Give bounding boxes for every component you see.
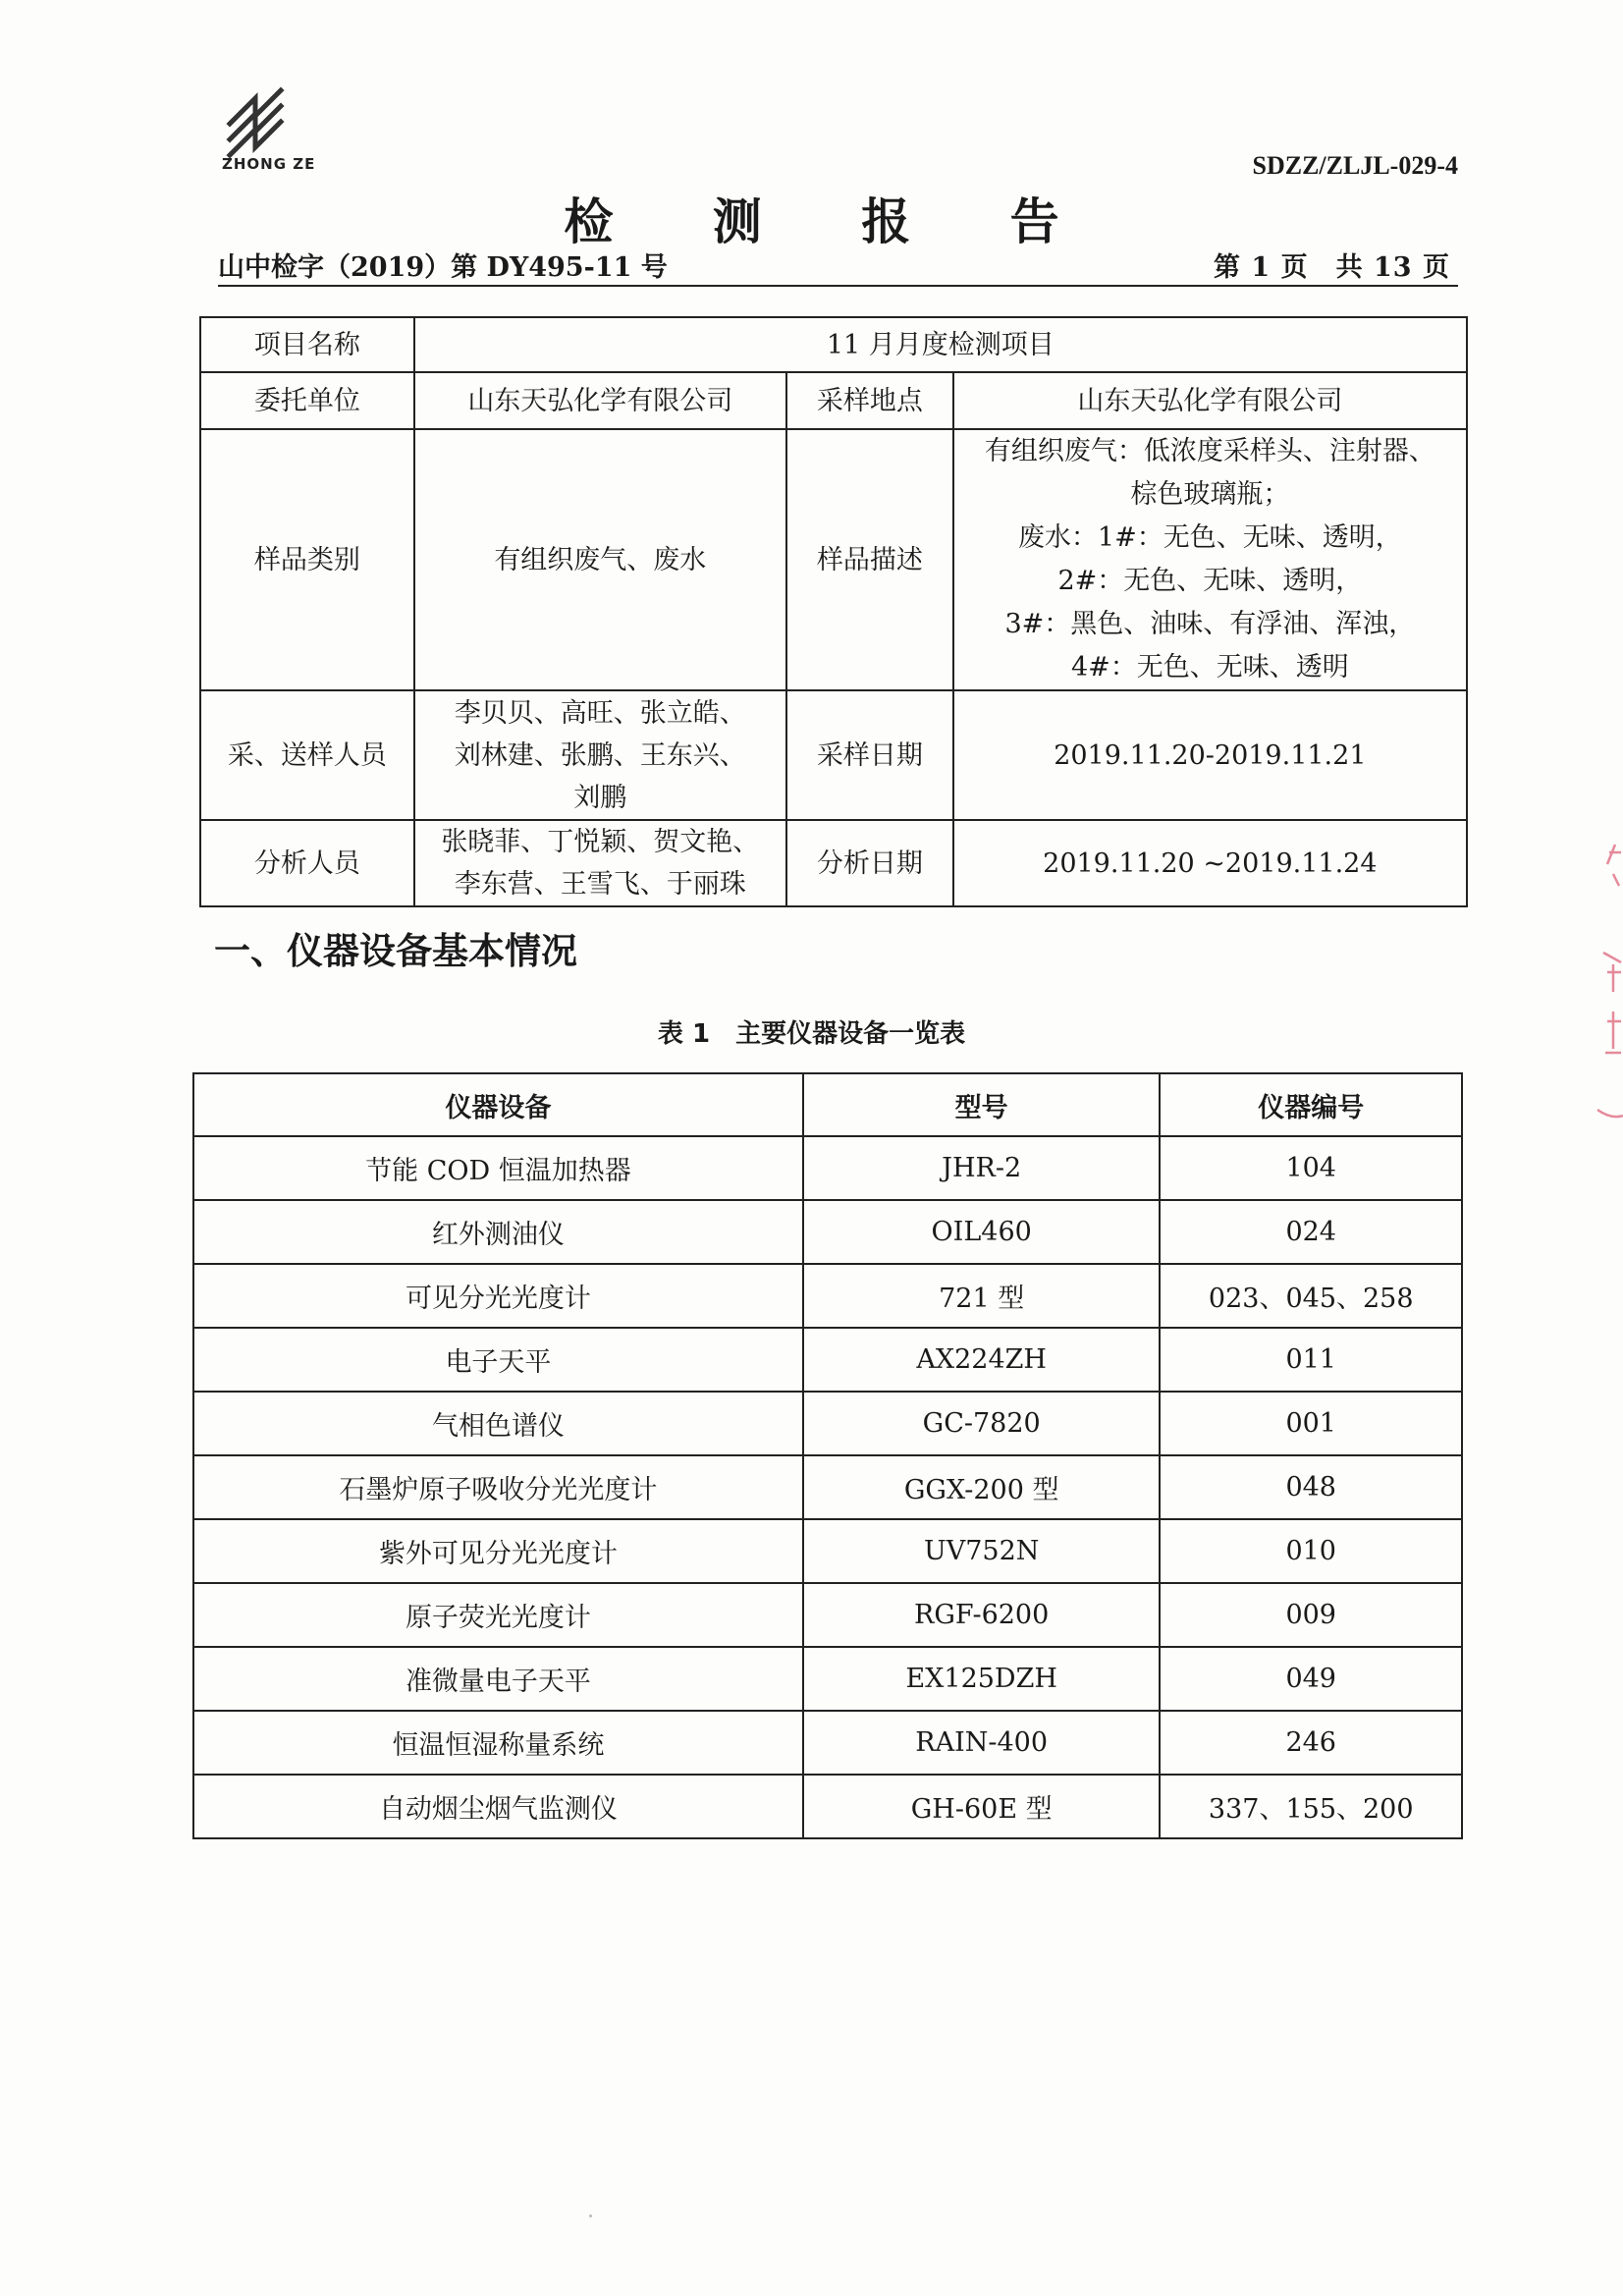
sample-category-label: 样品类别 — [200, 429, 414, 690]
model-cell: EX125DZH — [803, 1647, 1161, 1711]
analyst-line: 张晓菲、丁悦颖、贺文艳、 — [441, 827, 760, 857]
sampler-line: 李贝贝、高旺、张立皓、 — [454, 697, 746, 729]
report-meta-row — [218, 246, 1458, 287]
table-row — [193, 1328, 1462, 1392]
instrument-number-cell: 104 — [1160, 1136, 1462, 1200]
equipment-table — [192, 1072, 1463, 1839]
instrument-number-cell: 024 — [1160, 1200, 1462, 1264]
instrument-number-cell: 011 — [1160, 1328, 1462, 1392]
equipment-name-cell: 节能 COD 恒温加热器 — [193, 1136, 803, 1200]
instrument-number-cell: 023、045、258 — [1160, 1264, 1462, 1328]
equipment-name-cell: 紫外可见分光光度计 — [193, 1519, 803, 1583]
sample-description-line: 3#：黑色、油味、有浮油、浑浊， — [1004, 609, 1416, 639]
client-value: 山东天弘化学有限公司 — [414, 372, 786, 429]
project-label: 项目名称 — [200, 317, 414, 372]
model-cell: OIL460 — [803, 1200, 1161, 1264]
sample-description-line: 有组织废气：低浓度采样头、注射器、 — [984, 436, 1435, 466]
page-number: 第 1 页 共 13 页 — [1214, 252, 1450, 283]
model-cell: AX224ZH — [803, 1328, 1161, 1392]
equipment-name-cell: 准微量电子天平 — [193, 1647, 803, 1711]
table-caption: 表 1 主要仪器设备一览表 — [657, 1019, 966, 1049]
equipment-name-cell: 自动烟尘烟气监测仪 — [193, 1775, 803, 1838]
sample-description-line: 4#：无色、无味、透明 — [1070, 652, 1349, 683]
table-row — [193, 1264, 1462, 1328]
equipment-name-cell: 石墨炉原子吸收分光光度计 — [193, 1455, 803, 1519]
section-title: 一、仪器设备基本情况 — [214, 930, 577, 972]
analyst-label: 分析人员 — [200, 820, 414, 906]
report-number: 山中检字（2019）第 DY495-11 号 — [218, 252, 668, 283]
sample-description-line: 废水：1#：无色、无味、透明， — [1017, 522, 1402, 553]
table-row — [193, 1200, 1462, 1264]
model-cell: GC-7820 — [803, 1392, 1161, 1455]
sampling-date-value: 2019.11.20-2019.11.21 — [953, 690, 1467, 820]
model-cell: RAIN-400 — [803, 1711, 1161, 1775]
table-row — [193, 1392, 1462, 1455]
sampler-value — [414, 690, 786, 820]
model-cell: JHR-2 — [803, 1136, 1161, 1200]
column-header-model: 型号 — [803, 1073, 1161, 1136]
table-row — [193, 1519, 1462, 1583]
table-row — [193, 1455, 1462, 1519]
sampling-site-label: 采样地点 — [786, 372, 953, 429]
equipment-name-cell: 可见分光光度计 — [193, 1264, 803, 1328]
table-row — [193, 1775, 1462, 1838]
instrument-number-cell: 001 — [1160, 1392, 1462, 1455]
model-cell: GH-60E 型 — [803, 1775, 1161, 1838]
sample-description-line: 2#：无色、无味、透明， — [1057, 566, 1363, 596]
model-cell: UV752N — [803, 1519, 1161, 1583]
analysis-date-value: 2019.11.20 ~2019.11.24 — [953, 820, 1467, 906]
sampler-line: 刘鹏 — [573, 782, 627, 813]
analysis-date-label: 分析日期 — [786, 820, 953, 906]
equipment-name-cell: 红外测油仪 — [193, 1200, 803, 1264]
equipment-name-cell: 恒温恒湿称量系统 — [193, 1711, 803, 1775]
equipment-header-row — [193, 1073, 1462, 1136]
seal-stamp-fragment — [1594, 825, 1623, 1129]
instrument-number-cell: 049 — [1160, 1647, 1462, 1711]
table-row — [193, 1647, 1462, 1711]
page-title: 检 测 报 告 — [564, 192, 1101, 250]
sample-category-value: 有组织废气、废水 — [414, 429, 786, 690]
model-cell: RGF-6200 — [803, 1583, 1161, 1647]
scan-speck — [589, 2214, 592, 2217]
sample-description-value — [953, 429, 1467, 690]
table-row — [193, 1711, 1462, 1775]
instrument-number-cell: 246 — [1160, 1711, 1462, 1775]
sampling-date-label: 采样日期 — [786, 690, 953, 820]
column-header-equipment: 仪器设备 — [193, 1073, 803, 1136]
analyst-value — [414, 820, 786, 906]
document-code: SDZZ/ZLJL-029-4 — [1252, 151, 1458, 180]
equipment-name-cell: 电子天平 — [193, 1328, 803, 1392]
sampler-label: 采、送样人员 — [200, 690, 414, 820]
column-header-number: 仪器编号 — [1160, 1073, 1462, 1136]
table-row — [193, 1136, 1462, 1200]
model-cell: GGX-200 型 — [803, 1455, 1161, 1519]
instrument-number-cell: 048 — [1160, 1455, 1462, 1519]
instrument-number-cell: 010 — [1160, 1519, 1462, 1583]
instrument-number-cell: 009 — [1160, 1583, 1462, 1647]
sample-description-label: 样品描述 — [786, 429, 953, 690]
equipment-name-cell: 原子荧光光度计 — [193, 1583, 803, 1647]
sample-description-line: 棕色玻璃瓶； — [1130, 479, 1290, 510]
table-row — [193, 1583, 1462, 1647]
model-cell: 721 型 — [803, 1264, 1161, 1328]
analyst-line: 李东营、王雪飞、于丽珠 — [454, 869, 746, 900]
report-info-table — [199, 316, 1468, 907]
logo-text: ZHONG ZE — [222, 155, 316, 173]
project-value: 11 月月度检测项目 — [414, 317, 1467, 372]
sampling-site-value: 山东天弘化学有限公司 — [953, 372, 1467, 429]
equipment-name-cell: 气相色谱仪 — [193, 1392, 803, 1455]
client-label: 委托单位 — [200, 372, 414, 429]
sampler-line: 刘林建、张鹏、王东兴、 — [454, 739, 746, 771]
instrument-number-cell: 337、155、200 — [1160, 1775, 1462, 1838]
